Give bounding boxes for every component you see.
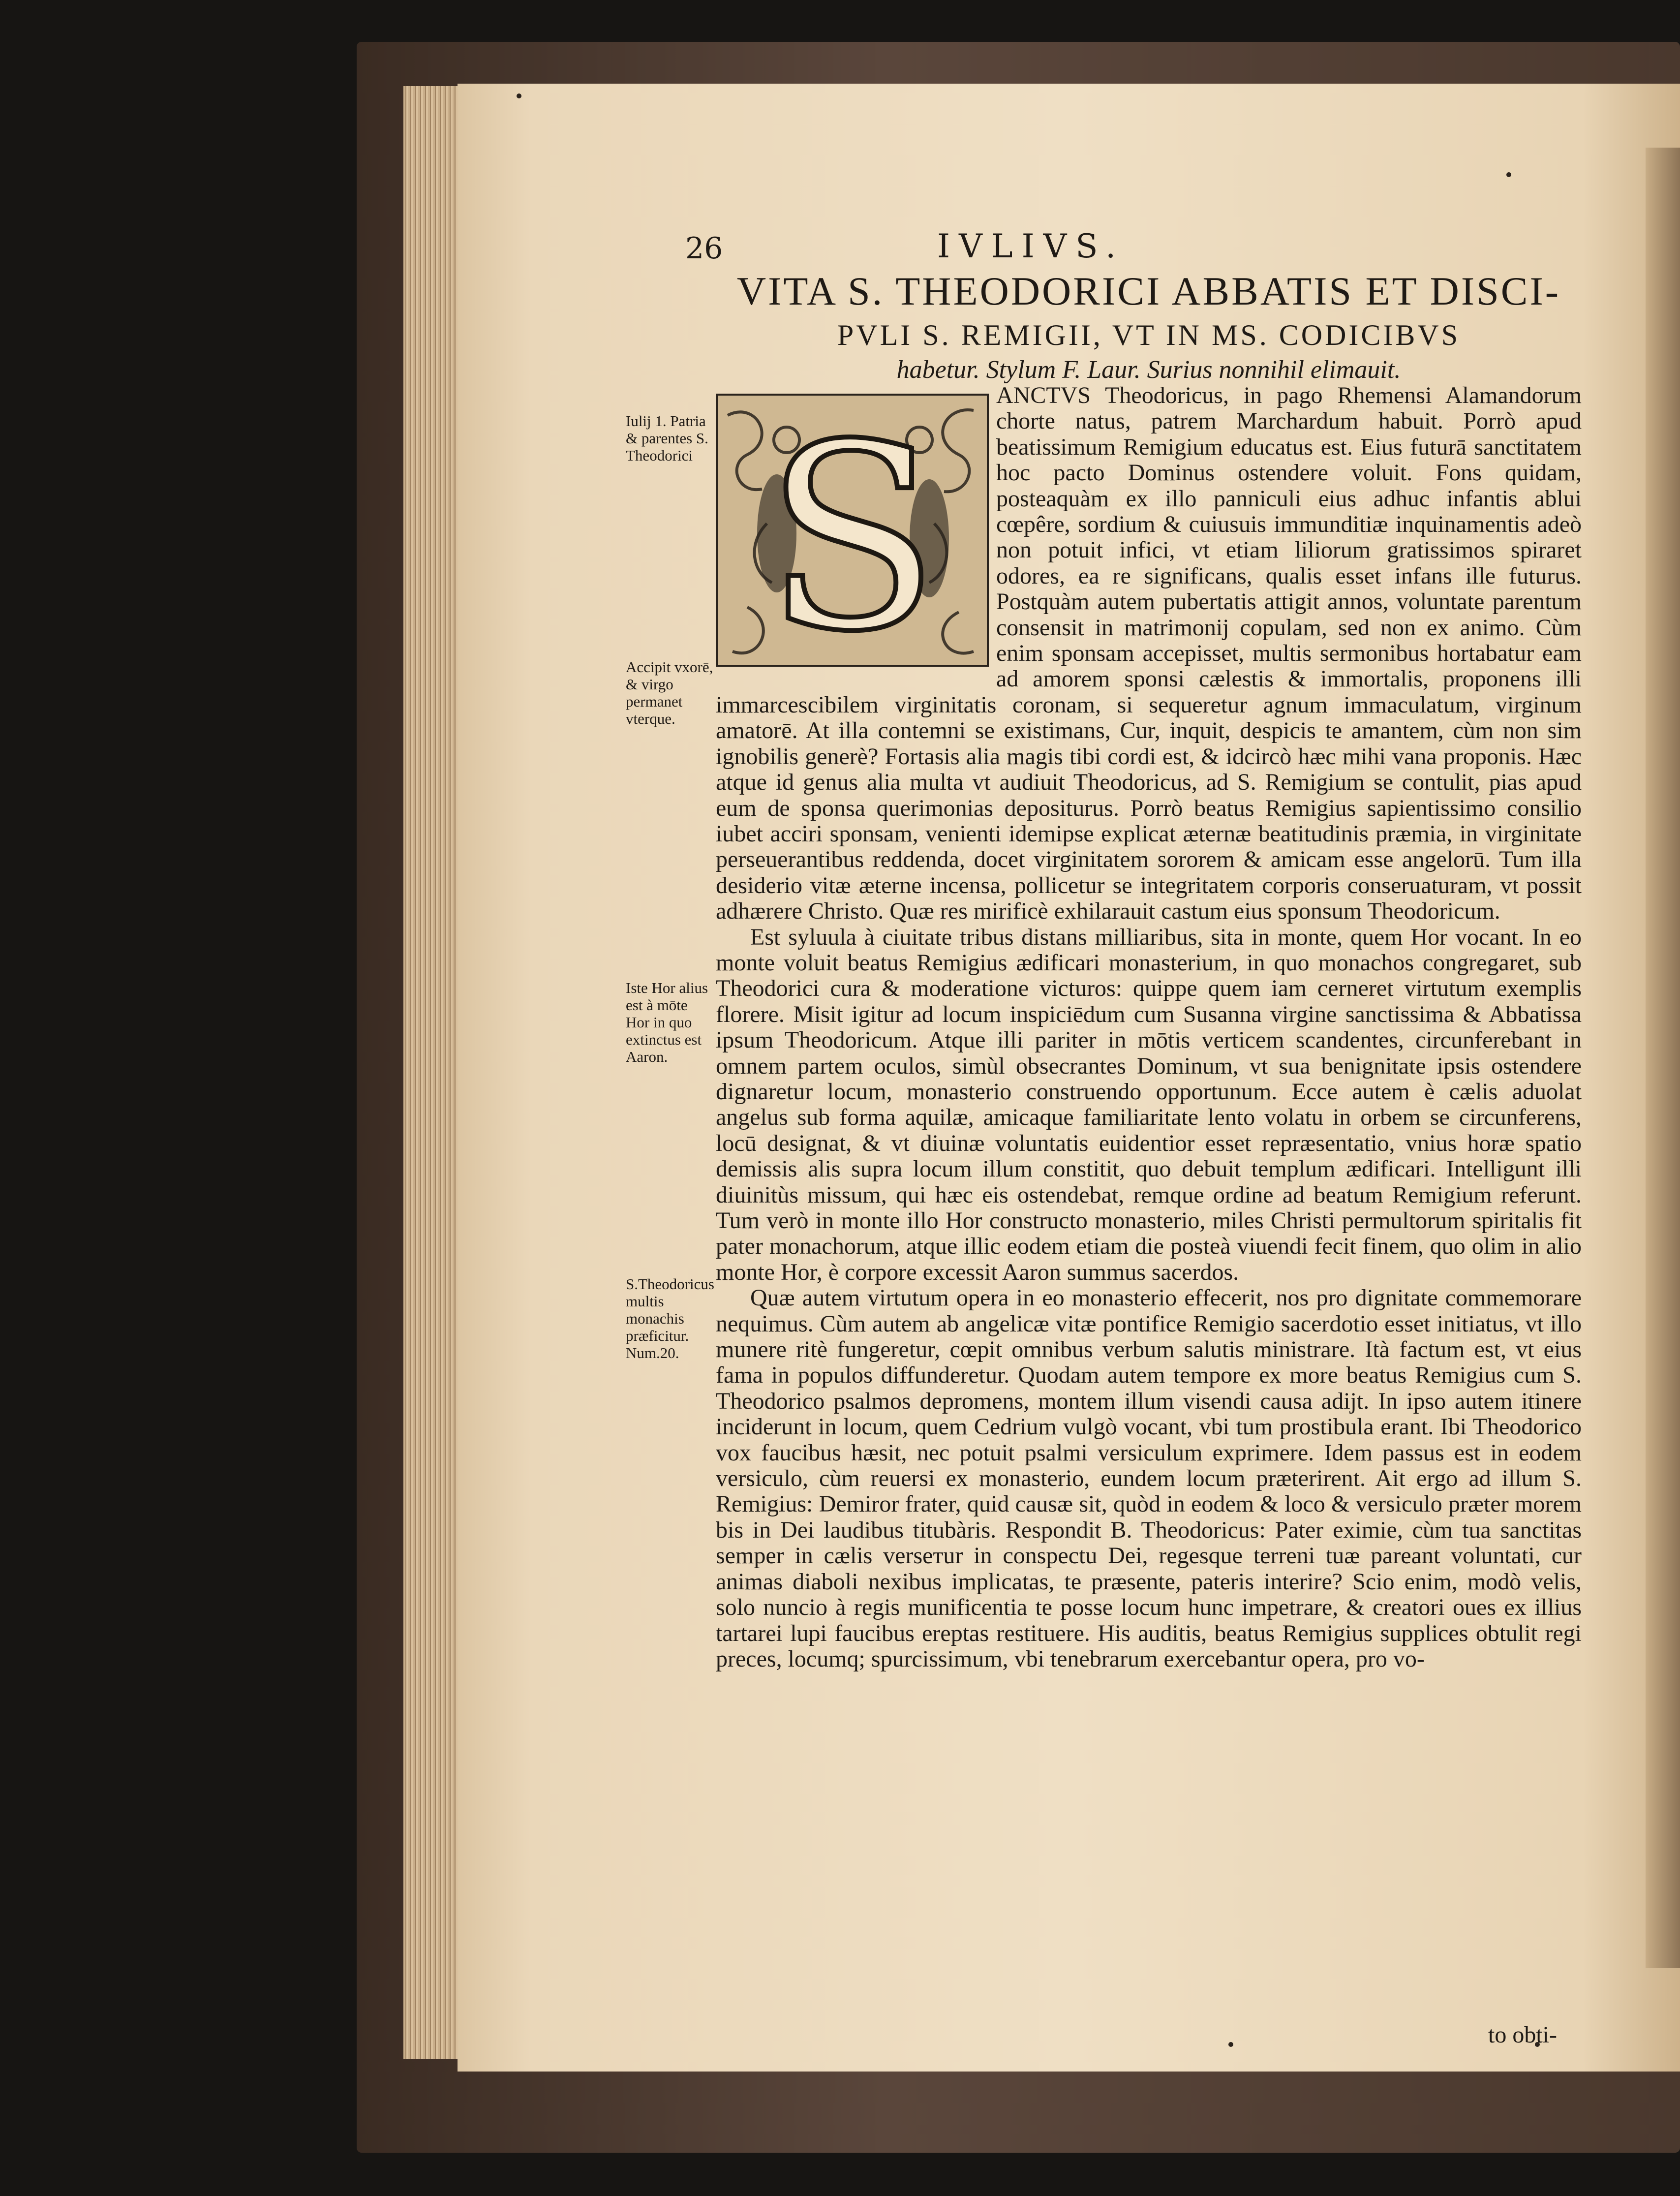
margin-note-3: Iste Hor alius est à mōte Hor in quo extinctus est Aaron. xyxy=(626,979,708,1065)
paragraph-3: Quæ autem virtutum opera in eo monasterio effecerit, nos pro dignitate commemorare nequimus. Cùm autem ab angelicæ vitæ pontifice Remigio sacerdotio esset initiatus, vt illo munere ritè fungeretur, cœpit omnibus verbum salutis ministrare. Ità factum est, vt eius fama in populos diffunderetur. Quodam autem tempore ex more beatus Remigius cum S. Theodorico psalmos depromens, montem illum visendi causa adijt. In ipso autem itinere inciderunt in locum, quem Cedrium vulgò vocant, vbi tum prostibula erant. Ibi Theodorico vox faucibus hæsit, nec potuit psalmi versiculum exprimere. Idem passus est in eodem versiculo, cùm reuersi ex monasterio, eundem locum præterirent. Ait ergo ad illum S. Remigius: Demiror frater, quid causæ sit, quòd in eodem & loco & versiculo præter morem bis in Dei laudibus titubàris. Respondit B. Theodoricus: Pater eximie, cùm tua sanctitas semper in cælis verseтur in conspectu Dei, regesque terreni tuæ pareant voluntati, cur animas diaboli nexibus implicatas, te præsente, pateris interire? Scio enim, modò velis, solo nuncio à regis munificentia te posse locum hunc impetrare, & creatori oues ex illius tartarei lupi faucibus ereptas restituere. His auditis, beatus Remigius supplices obtulit regi preces, locumq; spurcissimum, vbi tenebrarum exercebantur opera, pro vo- xyxy=(716,1285,1582,1672)
catchword: to obti- xyxy=(1488,2022,1557,2048)
page-number: 26 xyxy=(685,231,723,266)
running-head: IVLIVS. xyxy=(937,227,1125,265)
paper-spot xyxy=(1228,2042,1233,2047)
initial-letter: S xyxy=(764,396,940,665)
initial-space xyxy=(716,383,996,667)
paragraph-1: ANCTVS Theodoricus, in pago Rhemensi Alamandorum chorte natus, patrem Marchardum habuit. Porrò apud beatissimum Remigium educatus est. Eius futurā sanctitatem hoc pacto Dominus ostendere voluit. Fons quidam, posteaquàm ex illo panniculi eius adhuc infantis ablui cœpêre, sordium & cuiusuis immunditiæ inquinamentis adeò non potuit infici, vt etiam liliorum gratissimos spiraret odores, ea re significans, qualis esset infans ille futurus. Postquàm autem pubertatis attigit annos, voluntate parentum consensit in matrimonij copulam, sed non ex animo. Cùm enim sponsam accepisset, multis sermonibus hortabatur eam ad amorem sponsi cælestis & immortalis, proponens illi immarcescibilem virginitatis coronam, si sequeretur agnum immaculatum, virginum amatorē. At illa contemni se existimans, Cur, inquit, despicis te amantem, cùm non sim ignobilis generè? Fortasis alia magis tibi cordi est, & idcircò hæc mihi vana proponis. Hæc atque id genus alia multa vt audiuit Theodoricus, ad S. Remigium se contulit, pias apud eum de sponsa querimonias depositurus. Porrò beatus Remigius sapientissimo consilio iubet acciri sponsam, venienti idemipse explicat æternæ beatitudinis præmia, in virginitate perseuerantibus reddenda, docet virginitatem sororem & amicam esse angelorū. Tum illa desiderio vitæ æterne incensa, pollicetur se integritatem corporis conseruaturam, vt possit adhærere Christo. Quæ res mirificè exhilarauit castum eius sponsum Theodoricum. xyxy=(716,382,1582,925)
title-line-1: VITA S. THEODORICI ABBATIS ET DISCI- xyxy=(736,269,1561,313)
title-line-3: habetur. Stylum F. Laur. Surius nonnihil elimauit. xyxy=(896,356,1401,384)
title-line-2: PVLI S. REMIGII, VT IN MS. CODICIBVS xyxy=(837,319,1461,351)
paper-spot xyxy=(517,93,521,98)
page-gutter xyxy=(1646,148,1680,1968)
margin-note-2: Accipit vxorē, & virgo permanet vterque. xyxy=(626,658,713,727)
margin-note-1: Iulij 1. Patria & parentes S. Theodorici xyxy=(626,412,708,464)
chapter-title xyxy=(716,268,1582,384)
main-text xyxy=(716,383,1582,1672)
margin-note-4: S.Theodoricus multis monachis præficitur. Num.20. xyxy=(626,1275,714,1361)
paragraph-2: Est syluula à ciuitate tribus distans milliaribus, sita in monte, quem Hor vocant. In eo monte voluit beatus Remigius ædificari monasterium, in quo monachos congregaret, sub Theodorici cura & moderatione victuros: quippe quem iam cerneret virtutum exemplis florere. Misit igitur ad locum inspiciēdum cum Susanna virgine sanctissima & Abbatissa ipsum Theodoricum. Atque illi pariter in mōtis verticem scandentes, circunferebant in omnem partem oculos, simùl obsecrantes Dominum, vt sua benignitate ipsis ostendere dignaretur locum, monasterio construendo opportunum. Ecce autem è cælis aduolat angelus sub forma aquilæ, amicaque familiaritate lento volatu in orbem se circunferens, locū designat, & vt diuinæ voluntatis euidentior esset repræsentatio, vnius horæ spatio demissis alis supra locum illum constitit, quo debuit templum ædificari. Intelligunt illi diuinitùs missum, qui hæc eis ostendebat, remque ordine ad beatum Remigium referunt. Tum verò in monte illo Hor constructo monasterio, miles Christi permultorum spiritalis fit pater monachorum, atque illic eodem etiam die posteà viuendi fecit finem, quo olim in alio monte Hor, è corpore excessit Aaron summus sacerdos. xyxy=(716,924,1582,1285)
paper-spot xyxy=(1506,172,1511,177)
